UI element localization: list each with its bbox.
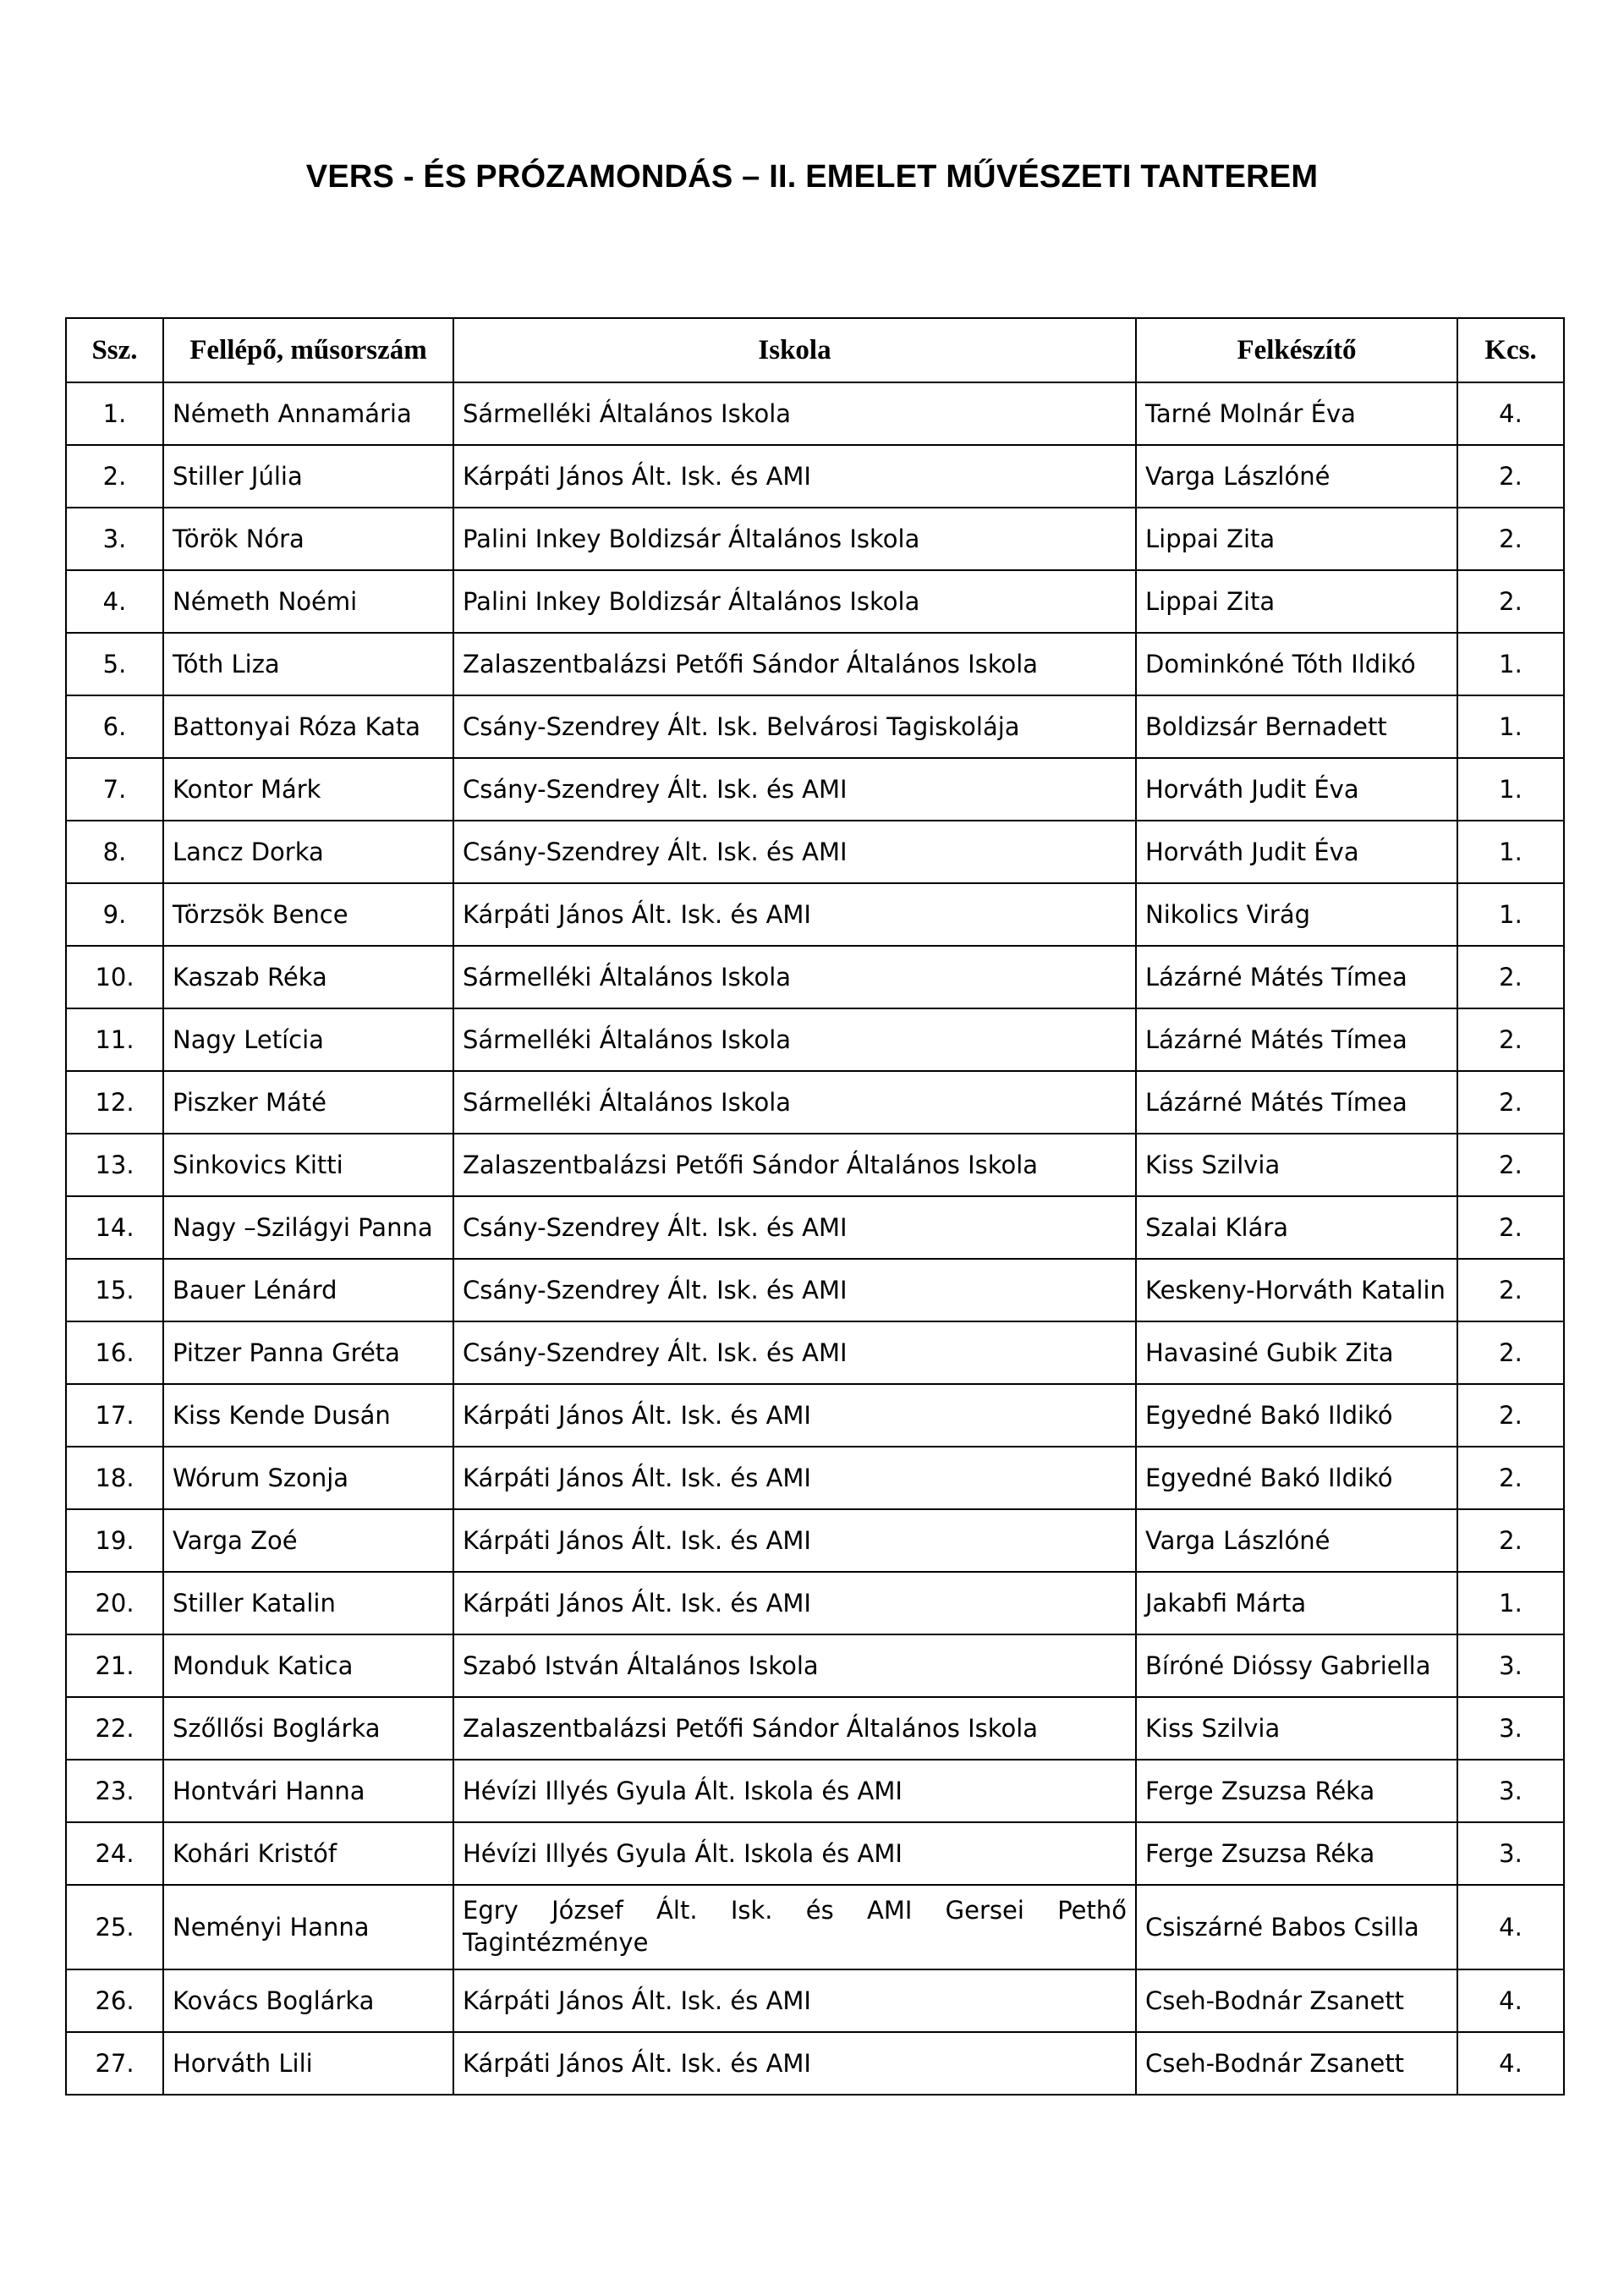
header-school: Iskola <box>453 318 1136 382</box>
teacher-cell: Ferge Zsuzsa Réka <box>1136 1822 1457 1885</box>
table-row <box>66 1969 1564 2032</box>
row-number: 3. <box>66 508 163 570</box>
table-row <box>66 1384 1564 1447</box>
performer-cell: Sinkovics Kitti <box>163 1134 453 1196</box>
school-cell: Kárpáti János Ált. Isk. és AMI <box>453 445 1136 508</box>
teacher-cell: Ferge Zsuzsa Réka <box>1136 1760 1457 1822</box>
row-number: 17. <box>66 1384 163 1447</box>
teacher-cell: Keskeny-Horváth Katalin <box>1136 1259 1457 1321</box>
category-cell: 2. <box>1457 1196 1564 1259</box>
table-row <box>66 445 1564 508</box>
table-row <box>66 883 1564 946</box>
school-cell: Kárpáti János Ált. Isk. és AMI <box>453 2032 1136 2095</box>
header-performer: Fellépő, műsorszám <box>163 318 453 382</box>
table-row <box>66 946 1564 1008</box>
performer-cell: Kaszab Réka <box>163 946 453 1008</box>
school-cell: Sármelléki Általános Iskola <box>453 1071 1136 1134</box>
category-cell: 2. <box>1457 1384 1564 1447</box>
performer-cell: Lancz Dorka <box>163 821 453 883</box>
category-cell: 1. <box>1457 695 1564 758</box>
teacher-cell: Dominkóné Tóth Ildikó <box>1136 633 1457 695</box>
teacher-cell: Cseh-Bodnár Zsanett <box>1136 2032 1457 2095</box>
table-row <box>66 1760 1564 1822</box>
performer-cell: Neményi Hanna <box>163 1885 453 1969</box>
category-cell: 2. <box>1457 1259 1564 1321</box>
row-number: 6. <box>66 695 163 758</box>
teacher-cell: Lázárné Mátés Tímea <box>1136 1071 1457 1134</box>
table-header-row <box>66 318 1564 382</box>
school-cell: Egry József Ált. Isk. és AMI Gersei Pethő Tagintézménye <box>453 1885 1136 1969</box>
performer-cell: Hontvári Hanna <box>163 1760 453 1822</box>
category-cell: 2. <box>1457 1321 1564 1384</box>
school-cell: Csány-Szendrey Ált. Isk. és AMI <box>453 758 1136 821</box>
results-table <box>65 317 1565 2096</box>
performer-cell: Tóth Liza <box>163 633 453 695</box>
teacher-cell: Csiszárné Babos Csilla <box>1136 1885 1457 1969</box>
category-cell: 3. <box>1457 1822 1564 1885</box>
category-cell: 3. <box>1457 1634 1564 1697</box>
table-row <box>66 2032 1564 2095</box>
table-row <box>66 1134 1564 1196</box>
table-row <box>66 570 1564 633</box>
performer-cell: Pitzer Panna Gréta <box>163 1321 453 1384</box>
row-number: 19. <box>66 1509 163 1572</box>
school-cell: Kárpáti János Ált. Isk. és AMI <box>453 1384 1136 1447</box>
teacher-cell: Kiss Szilvia <box>1136 1134 1457 1196</box>
school-cell: Sármelléki Általános Iskola <box>453 1008 1136 1071</box>
performer-cell: Bauer Lénárd <box>163 1259 453 1321</box>
table-row <box>66 508 1564 570</box>
teacher-cell: Lázárné Mátés Tímea <box>1136 1008 1457 1071</box>
school-cell: Kárpáti János Ált. Isk. és AMI <box>453 1572 1136 1634</box>
school-cell: Kárpáti János Ált. Isk. és AMI <box>453 1509 1136 1572</box>
table-row <box>66 1822 1564 1885</box>
category-cell: 3. <box>1457 1760 1564 1822</box>
table-row <box>66 1008 1564 1071</box>
category-cell: 1. <box>1457 758 1564 821</box>
performer-cell: Nagy Letícia <box>163 1008 453 1071</box>
category-cell: 1. <box>1457 1572 1564 1634</box>
performer-cell: Varga Zoé <box>163 1509 453 1572</box>
category-cell: 1. <box>1457 883 1564 946</box>
performer-cell: Németh Noémi <box>163 570 453 633</box>
performer-cell: Wórum Szonja <box>163 1447 453 1509</box>
school-cell: Csány-Szendrey Ált. Isk. és AMI <box>453 1321 1136 1384</box>
performer-cell: Horváth Lili <box>163 2032 453 2095</box>
table-row <box>66 633 1564 695</box>
teacher-cell: Horváth Judit Éva <box>1136 758 1457 821</box>
teacher-cell: Nikolics Virág <box>1136 883 1457 946</box>
performer-cell: Battonyai Róza Kata <box>163 695 453 758</box>
row-number: 15. <box>66 1259 163 1321</box>
school-cell: Zalaszentbalázsi Petőfi Sándor Általános Iskola <box>453 633 1136 695</box>
row-number: 23. <box>66 1760 163 1822</box>
header-ssz: Ssz. <box>66 318 163 382</box>
teacher-cell: Egyedné Bakó Ildikó <box>1136 1384 1457 1447</box>
category-cell: 2. <box>1457 445 1564 508</box>
performer-cell: Piszker Máté <box>163 1071 453 1134</box>
row-number: 14. <box>66 1196 163 1259</box>
row-number: 5. <box>66 633 163 695</box>
teacher-cell: Cseh-Bodnár Zsanett <box>1136 1969 1457 2032</box>
category-cell: 3. <box>1457 1697 1564 1760</box>
category-cell: 2. <box>1457 1008 1564 1071</box>
performer-cell: Kovács Boglárka <box>163 1969 453 2032</box>
category-cell: 2. <box>1457 946 1564 1008</box>
teacher-cell: Bíróné Dióssy Gabriella <box>1136 1634 1457 1697</box>
school-cell: Hévízi Illyés Gyula Ált. Iskola és AMI <box>453 1760 1136 1822</box>
row-number: 12. <box>66 1071 163 1134</box>
table-row <box>66 1634 1564 1697</box>
teacher-cell: Egyedné Bakó Ildikó <box>1136 1447 1457 1509</box>
header-teacher: Felkészítő <box>1136 318 1457 382</box>
table-row <box>66 1259 1564 1321</box>
category-cell: 2. <box>1457 1071 1564 1134</box>
teacher-cell: Lippai Zita <box>1136 570 1457 633</box>
school-cell: Csány-Szendrey Ált. Isk. és AMI <box>453 1259 1136 1321</box>
category-cell: 4. <box>1457 382 1564 445</box>
category-cell: 1. <box>1457 633 1564 695</box>
school-cell: Sármelléki Általános Iskola <box>453 946 1136 1008</box>
teacher-cell: Varga Lászlóné <box>1136 1509 1457 1572</box>
category-cell: 1. <box>1457 821 1564 883</box>
row-number: 2. <box>66 445 163 508</box>
table-row <box>66 1196 1564 1259</box>
row-number: 22. <box>66 1697 163 1760</box>
row-number: 13. <box>66 1134 163 1196</box>
row-number: 26. <box>66 1969 163 2032</box>
category-cell: 2. <box>1457 1447 1564 1509</box>
school-cell: Palini Inkey Boldizsár Általános Iskola <box>453 508 1136 570</box>
performer-cell: Monduk Katica <box>163 1634 453 1697</box>
row-number: 25. <box>66 1885 163 1969</box>
row-number: 9. <box>66 883 163 946</box>
teacher-cell: Kiss Szilvia <box>1136 1697 1457 1760</box>
teacher-cell: Lippai Zita <box>1136 508 1457 570</box>
page-title: VERS - ÉS PRÓZAMONDÁS – II. EMELET MŰVÉSZETI TANTEREM <box>305 159 1319 195</box>
performer-cell: Németh Annamária <box>163 382 453 445</box>
school-cell: Csány-Szendrey Ált. Isk. és AMI <box>453 1196 1136 1259</box>
row-number: 18. <box>66 1447 163 1509</box>
teacher-cell: Jakabfi Márta <box>1136 1572 1457 1634</box>
row-number: 8. <box>66 821 163 883</box>
school-cell: Kárpáti János Ált. Isk. és AMI <box>453 883 1136 946</box>
table-row <box>66 1572 1564 1634</box>
table-row <box>66 1071 1564 1134</box>
category-cell: 2. <box>1457 570 1564 633</box>
row-number: 16. <box>66 1321 163 1384</box>
school-cell: Szabó István Általános Iskola <box>453 1634 1136 1697</box>
performer-cell: Törzsök Bence <box>163 883 453 946</box>
row-number: 11. <box>66 1008 163 1071</box>
teacher-cell: Havasiné Gubik Zita <box>1136 1321 1457 1384</box>
category-cell: 4. <box>1457 1969 1564 2032</box>
table-row <box>66 1447 1564 1509</box>
performer-cell: Kiss Kende Dusán <box>163 1384 453 1447</box>
table-row <box>66 758 1564 821</box>
row-number: 27. <box>66 2032 163 2095</box>
school-cell: Palini Inkey Boldizsár Általános Iskola <box>453 570 1136 633</box>
row-number: 21. <box>66 1634 163 1697</box>
table-row <box>66 1697 1564 1760</box>
row-number: 7. <box>66 758 163 821</box>
table-row <box>66 1321 1564 1384</box>
school-cell: Kárpáti János Ált. Isk. és AMI <box>453 1447 1136 1509</box>
teacher-cell: Boldizsár Bernadett <box>1136 695 1457 758</box>
row-number: 20. <box>66 1572 163 1634</box>
table-row <box>66 1509 1564 1572</box>
category-cell: 2. <box>1457 1134 1564 1196</box>
row-number: 4. <box>66 570 163 633</box>
table-row <box>66 695 1564 758</box>
table-row <box>66 1885 1564 1969</box>
performer-cell: Kontor Márk <box>163 758 453 821</box>
teacher-cell: Lázárné Mátés Tímea <box>1136 946 1457 1008</box>
category-cell: 4. <box>1457 1885 1564 1969</box>
row-number: 10. <box>66 946 163 1008</box>
table-body <box>66 382 1564 2095</box>
school-cell: Csány-Szendrey Ált. Isk. Belvárosi Tagiskolája <box>453 695 1136 758</box>
category-cell: 2. <box>1457 508 1564 570</box>
teacher-cell: Szalai Klára <box>1136 1196 1457 1259</box>
performer-cell: Stiller Júlia <box>163 445 453 508</box>
performer-cell: Török Nóra <box>163 508 453 570</box>
teacher-cell: Varga Lászlóné <box>1136 445 1457 508</box>
school-cell: Zalaszentbalázsi Petőfi Sándor Általános Iskola <box>453 1697 1136 1760</box>
school-cell: Hévízi Illyés Gyula Ált. Iskola és AMI <box>453 1822 1136 1885</box>
category-cell: 4. <box>1457 2032 1564 2095</box>
school-cell: Kárpáti János Ált. Isk. és AMI <box>453 1969 1136 2032</box>
performer-cell: Nagy –Szilágyi Panna <box>163 1196 453 1259</box>
performer-cell: Szőllősi Boglárka <box>163 1697 453 1760</box>
header-kcs: Kcs. <box>1457 318 1564 382</box>
school-cell: Zalaszentbalázsi Petőfi Sándor Általános Iskola <box>453 1134 1136 1196</box>
row-number: 1. <box>66 382 163 445</box>
school-cell: Csány-Szendrey Ált. Isk. és AMI <box>453 821 1136 883</box>
table-row <box>66 382 1564 445</box>
teacher-cell: Horváth Judit Éva <box>1136 821 1457 883</box>
teacher-cell: Tarné Molnár Éva <box>1136 382 1457 445</box>
table-row <box>66 821 1564 883</box>
performer-cell: Kohári Kristóf <box>163 1822 453 1885</box>
school-cell: Sármelléki Általános Iskola <box>453 382 1136 445</box>
category-cell: 2. <box>1457 1509 1564 1572</box>
row-number: 24. <box>66 1822 163 1885</box>
performer-cell: Stiller Katalin <box>163 1572 453 1634</box>
